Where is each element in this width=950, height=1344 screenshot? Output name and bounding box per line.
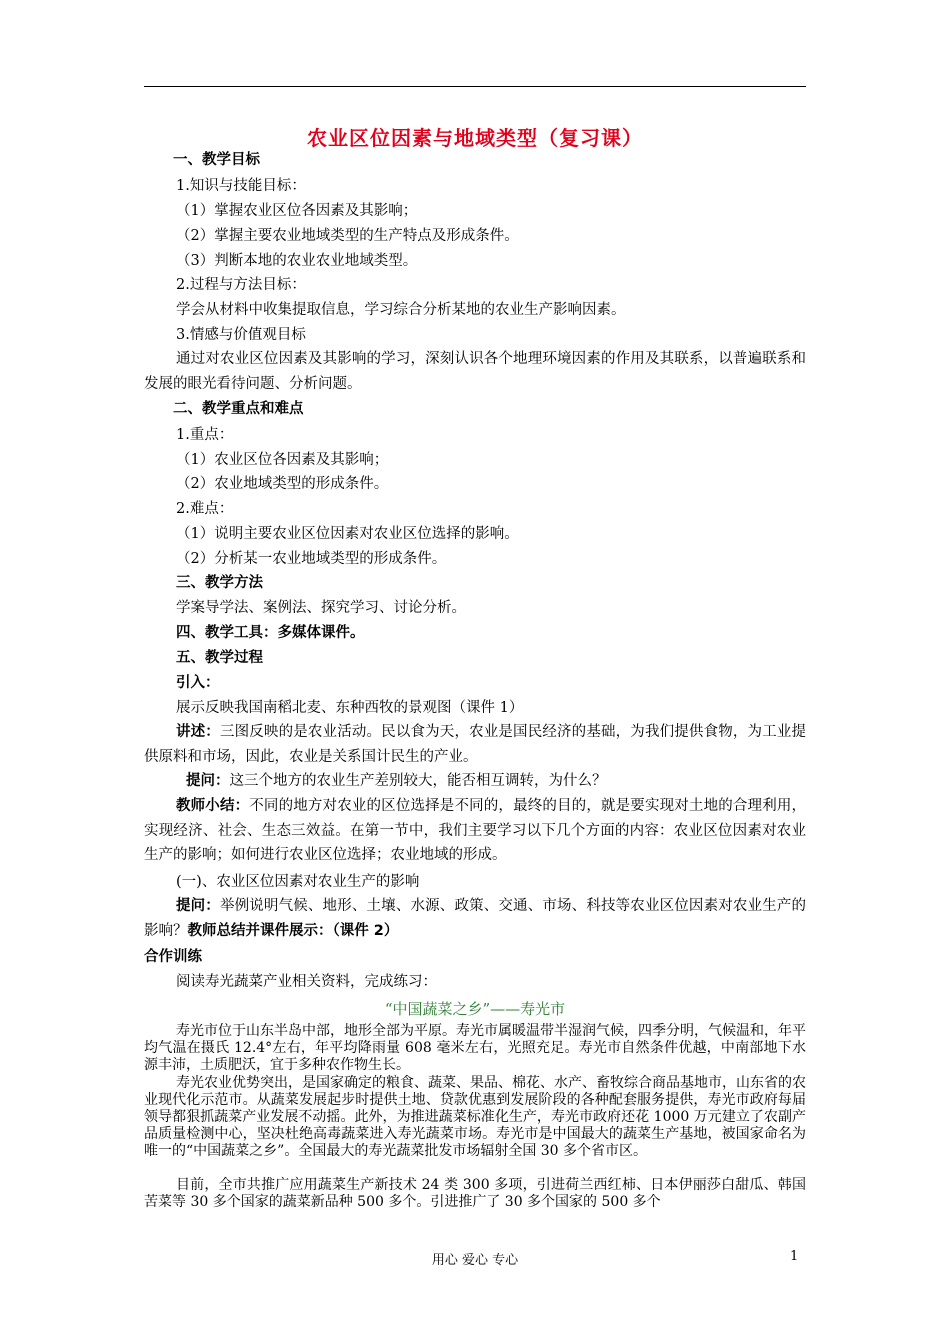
objective-1c: （3）判断本地的农业农业地域类型。 (176, 253, 418, 269)
keypoint-1a: （1）农业区位各因素及其影响； (176, 452, 389, 468)
question-label: 提问： (186, 773, 230, 789)
question-line (186, 771, 607, 791)
difficulty-2: 2.难点： (176, 501, 234, 517)
question-text: 这三个地方的农业生产差别较大，能否相互调转，为什么？ (229, 773, 607, 789)
intro-text: 展示反映我国南稻北麦、东种西牧的景观图（课件 1） (176, 700, 524, 716)
summary-text: 不同的地方对农业的区位选择是不同的，最终的目的，就是要实现对土地的合理利用，实现经济、社会、生态三效益。在第一节中，我们主要学习以下几个方面的内容：农业区位因素对农业生产的影响；如何进行农业区位选择；农业地域的形成。 (144, 798, 807, 863)
question2-text: 举例说明气候、地形、土壤、水源、政策、交通、市场、科技等农业区位因素对农业生产的影响？ (144, 898, 807, 939)
page-number: 1 (790, 1249, 799, 1264)
objective-2: 2.过程与方法目标： (176, 277, 306, 293)
part-1-heading: (一)、农业区位因素对农业生产的影响 (176, 874, 420, 890)
keypoint-1: 1.重点： (176, 427, 234, 443)
lecture-label: 讲述： (176, 724, 220, 740)
page-footer: 用心 爱心 专心 (431, 1253, 519, 1268)
article-paragraph-1: 寿光市位于山东半岛中部，地形全部为平原。寿光市属暖温带半湿润气候，四季分明，气候温和，年平均气温在摄氏 12.4°左右，年平均降雨量 608 毫米左右，光照充足。寿光市自然条件优越，中南部地下水源丰沛，土质肥沃，宜于多种农作物生长。 (144, 1023, 806, 1073)
objective-1a: （1）掌握农业区位各因素及其影响； (176, 203, 418, 219)
page-title: 农业区位因素与地域类型（复习课） (307, 126, 643, 150)
objective-2a: 学会从材料中收集提取信息，学习综合分析某地的农业生产影响因素。 (176, 302, 626, 318)
section-heading-methods: 三、教学方法 (176, 575, 263, 591)
difficulty-2b: （2）分析某一农业地域类型的形成条件。 (176, 551, 447, 567)
methods-text: 学案导学法、案例法、探究学习、讨论分析。 (176, 600, 466, 616)
question2-bold: 教师总结并课件展示：（课件 2） (187, 922, 399, 939)
header-rule (144, 86, 806, 87)
objective-1: 1.知识与技能目标： (176, 178, 306, 194)
coop-heading: 合作训练 (144, 949, 202, 965)
section-heading-process: 五、教学过程 (176, 650, 263, 666)
lecture-paragraph (144, 720, 806, 769)
summary-label: 教师小结： (176, 798, 250, 814)
objective-3a: 通过对农业区位因素及其影响的学习，深刻认识各个地理环境因素的作用及其联系，以普遍联系和发展的眼光看待问题、分析问题。 (144, 351, 806, 392)
objective-3: 3.情感与价值观目标 (176, 327, 306, 343)
summary-paragraph (144, 794, 806, 868)
lecture-text: 三图反映的是农业活动。民以食为天，农业是国民经济的基础，为我们提供食物，为工业提供原料和市场，因此，农业是关系国计民生的产业。 (144, 724, 807, 765)
section-heading-objectives: 一、教学目标 (173, 152, 260, 168)
question2-paragraph (144, 894, 806, 943)
difficulty-2a: （1）说明主要农业区位因素对农业区位选择的影响。 (176, 526, 519, 542)
objective-1b: （2）掌握主要农业地域类型的生产特点及形成条件。 (176, 228, 519, 244)
article-subtitle: “中国蔬菜之乡”——寿光市 (384, 1000, 566, 1018)
reading-instruction: 阅读寿光蔬菜产业相关资料，完成练习： (176, 974, 437, 990)
keypoint-1b: （2）农业地域类型的形成条件。 (176, 476, 389, 492)
section-heading-keypoints: 二、教学重点和难点 (173, 401, 304, 417)
section-heading-tools: 四、教学工具：多媒体课件。 (176, 625, 365, 641)
article-paragraph-2: 寿光农业优势突出，是国家确定的粮食、蔬菜、果品、棉花、水产、畜牧综合商品基地市，山东省的农业现代化示范市。从蔬菜发展起步时提供土地、贷款优惠到发展阶段的各种配套服务提供，寿光市政府每届领导都狠抓蔬菜产业发展不动摇。此外，为推进蔬菜标准化生产，寿光市政府还花 1000 万元建立了农副产品质量检测中心，坚决杜绝高毒蔬菜进入寿光蔬菜市场。寿光市是中国最大的蔬菜生产基地，被国家命名为唯一的“中国蔬菜之乡”。全国最大的寿光蔬菜批发市场辐射全国 30 多个省市区。 (144, 1075, 806, 1159)
article-paragraph-3: 目前，全市共推广应用蔬菜生产新技术 24 类 300 多项，引进荷兰西红柿、日本伊丽莎白甜瓜、韩国苦菜等 30 多个国家的蔬菜新品种 500 多个。引进推广了 30 多个国家的 500 多个 (144, 1177, 806, 1210)
question2-label: 提问： (176, 898, 220, 914)
intro-label: 引入： (176, 675, 220, 691)
